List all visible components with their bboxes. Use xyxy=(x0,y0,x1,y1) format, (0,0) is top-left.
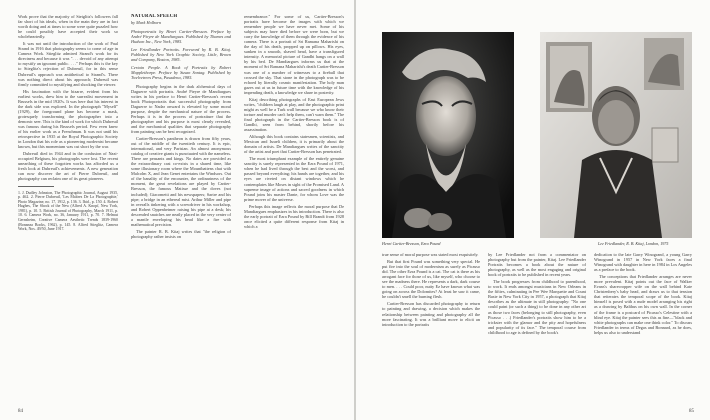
paragraph: Dubreuil died in 1944 and in the confusion of Nazi-occupied Belgium, his photographs were lost. The recent unearthing of these forgotten works has afforded us a fresh look at Dubreuil's achievements. A new generation can now discover the art of Pierre Dubreuil, and photography can reclaim one of its great pioneers. xyxy=(18,151,118,182)
block-quote: The most triumphant example of the entirely genuine sanctity is surely represented in the Ezra Pound of 1971, when he had lived through the best and the worst, and passed beyond everything; his hands are together, and his eyes are riveted on distant windows which he contemplates like Moses in sight of the Promised Land. A supreme image of actions and sacred goodness in which Pound joins his master Dante, for whom Love was the prime mover of the universe. xyxy=(244,156,344,202)
paragraph: But that first Pound was something very special. He put fire into the soul of modernism as surely as Picasso did. The other Ezra Pound is a cat. The cat is there as his arrogant face for those of us, like myself, who choose to see the madness there. He represents a dark, dark course to men. . . . Could poor, nutty Ez have known what was going on across the Dolomites? At least he saw it came, he couldn't smell the burning flesh. xyxy=(382,259,480,300)
book-entry: Photoportraits by Henri Cartier-Bresson. Preface by André Pieyre de Mandiargues. Published by Thames and Hudson Inc., New York, 1985. xyxy=(131,29,231,45)
left-column-3 xyxy=(244,14,344,410)
paragraph: Kitaj describing photographs of East European Jews writes, "children laugh at play, and the photographic print might as well be a Turk wall because we who know their torture and murder can't help them, can't warn them." The final photograph in the Cartier-Bresson book is of Gandhi, seen from behind, shortly before his assassination. xyxy=(244,96,344,133)
left-column-1 xyxy=(18,14,118,410)
photo-caption: Henri Cartier-Bresson, Ezra Pound xyxy=(382,241,441,246)
left-column-2 xyxy=(131,14,231,410)
right-column-2 xyxy=(488,252,586,410)
paragraph: true sense of moral purpose was stated most exquisitely. xyxy=(382,252,479,257)
right-page xyxy=(356,0,710,420)
page-number: 84 xyxy=(18,409,23,414)
paragraph: It was not until the introduction of the work of Paul Strand in 1916 that photography seems to come of age in Camera Work. Stieglitz admired Strand's work for its directness and because it was ". . . devoid of any attempt to mystify an ignorant public. . . ." Perhaps this is the key to Stieglitz's rejection of Dubreuil, for in this sense Dubreuil's approach was antithetical to Strand's. There was nothing direct about his approach; Dubreuil was firmly committed to mystifying and shocking the viewer. xyxy=(18,41,118,87)
right-column-1 xyxy=(382,252,480,410)
paragraph: remembrance." For some of us, Cartier-Bresson's portraits have become the images with which we remember people we have never met. Some of his subjects may have died before we were born, but we carry the knowledge of them through the evidence of his camera. There is a portrait of Sri Ramana Maharishi on the day of his death, propped up on pillows. His eyes, sunken in a smooth, shaved head, have a transfigured intensity. A memorial picture of Gandhi hangs on a wall by his bed. De Mandiargues informs us that at the moment of Sri Ramana Maharishi's death Cartier-Bresson was one of a number of witnesses to a fireball that crossed the sky. That stone in the photograph was to be echoed by literally cosmic manifestation. The holy man gazes out at us in future time with the knowledge of his impending death, a knowledge we share in posterity. xyxy=(244,14,344,95)
paragraph: His fascination with the bizarre, evident from his earliest works, drew him to the surrealist movement in Brussels in the mid 1920's. It was here that his interest in the dark side was explored. In the photograph "Myself" (1929), the foreground plane has become a mask, grotesquely transforming the photographer into a demonic seer. This is the kind of work for which Dubreuil was famous during his Brussels period. Few even knew of his earlier work as a Frenchman. It was not until his retrospective in 1935 at the Royal Photographic Society in London that his role as a pioneering modernist became known, but this momentum was cut short by the war. xyxy=(18,88,118,150)
paragraph: The book progresses from childhood to parenthood, to work. It ends amongst musicians in New Orleans in the fifties, culminating in Pee Wee Marquette and Count Basie in New York City in 1957, a photograph that Kitaj describes as the ultimate in still photography: "No one could paint (or such a thing) to be done in any other art as those two faces (belonging to still photography, even Picasso . . .) Friedlander's portraits show him to be a trickster with the glamor and the pity and hopefulness and popularity of its face." The temporal course from childhood to age is defined by the book's xyxy=(488,279,586,335)
portrait-image-2 xyxy=(540,32,692,238)
paragraph: Perhaps this image reflects the moral purpose that De Mandiargues emphasizes in his introduction. There is also the early portrait of Ezra Pound by Bill Brandt from 1928 once elicited a quite different response from Kitaj in which a xyxy=(244,203,344,229)
portrait-image-1 xyxy=(382,32,514,238)
ezra-pound-photograph xyxy=(382,32,514,238)
paragraph: Cartier-Bresson's pantheon is drawn from fifty years, out of the middle of the twentieth century. It is epic, international, and very Parisian. An almost anonymous catalog of creative giants is punctuated with the nameless. There are peasants and kings. No dates are provided as the extraordinary cast co-exists in a shared time, like some illusionary room where the Mountbattens chat with Malcolm X, and Jean Genet entertains the Windsors. Out of the banality of the encounter, the ordinariness of the moment, the great revelations are played by Cartier-Bresson, the famous Matisse and the doves (not included); Giacometti and his newspapers; Sartre and his pipe; a bridge in an ethereal mist. Arthur Miller and pipe in overalls tinkering with a screwdriver in his workshop, and Robert Oppenheimer raising his pipe at a desk; his descended snatches are neatly placed in the very center of a mantle enveloping his head like a fire with mathematical precision. xyxy=(131,135,231,227)
footnotes: 1. J. Dudley Johnston, The Photographic Journal, August 1935, p. 462. 2. Pierre Dubreuil, 'Les Maîtres De La Photographie,' Photo Magazine, no. 17, 1912, p. 136. 3. Ibid., p. 150. 4. Robert Hughes, The Shock of the New (Alfred A. Knopf, New York, 1981), p. 10. 5. British Journal of Photography, March 1911, p. 10. 6. Camera Work, no. 36, January 1911, p. 70. 7. Helmut Gernsheim, Creative Camera Aesthetic Trends 1839-1960 (Bonanza Books, 1962), p. 145. 8. Alfred Stieglitz, Camera Work, Nos. 49/50, June 1917. xyxy=(18,190,118,232)
kitaj-photograph xyxy=(540,32,692,238)
book-entry: Lee Friedlander Portraits. Foreword by R. B. Kitaj. Published by New York Graphic Society, Little, Brown and Company, Boston, 1985. xyxy=(131,47,231,63)
photo-caption: Lee Friedlander, R. B. Kitaj, London, 1975 xyxy=(598,241,669,246)
paragraph: Although this book contains statesmen, scientists, and Mexican and Israeli children, it is primarily about the domain of artists. De Mandiargues writes of the sanctity of the artist and poet that Cartier-Bresson has penetrated. xyxy=(244,134,344,155)
paragraph: dedication to the late Garry Winogrand, a young Garry Winogrand in 1957 in New York faces a final Winogrand with daughter in here in 1984 in Los Angeles as a preface to the book. xyxy=(594,252,692,273)
section-title: NATURAL SPEECH xyxy=(131,14,178,19)
left-page xyxy=(0,0,354,420)
paragraph: The conceptions that Friedlander arranges are never more prevalent. Kitaj points out the face of Walker Evans's sharecropper wife on the wall behind Kate Christenbery's baby head, and draws us to that tension that reiterates the temporal scope of the book. Kitaj himself is posed with a nude model arranging his right as a drawing by Balthus on his own wall. In the corner of the frame is a postcard of Picasso's Celestine with a blind eye. Kitaj the painter sees this as fine—"black and white photographs can make one think color." To discuss Friedlander in terms of Degas and Bonnard, as he does, helps us also to understand xyxy=(594,274,692,335)
byline: by Mark Holborn xyxy=(131,20,162,26)
paragraph: Photography begins in the dark alchemical days of Daguerre with portraits. André Pieyre de Mandiargues writes in his preface to Henri Cartier-Bresson's recent book Photoportraits that successful photography from Daguerre to Nadar onward is elevated by some moral purpose, despite the mechanical nature of the process. Perhaps it is in the process of portraiture that the photographer and his purpose is most clearly revealed, and the mechanical qualities that separate photography from painting can be best recognized. xyxy=(131,83,231,134)
paragraph: Cartier-Bresson has discarded photography to return to painting and drawing, a decision which makes the relationship between painting and photography all the more fascinating. It was a brilliant move to elicit an introduction to the portraits xyxy=(382,301,480,327)
book-entry: Certain People. A Book of Portraits by Robert Mapplethorpe. Preface by Susan Sontag. Published by Twelvetrees Press, Pasadena, 1985. xyxy=(131,65,231,81)
page-number: 85 xyxy=(689,409,694,414)
right-column-3 xyxy=(594,252,692,410)
paragraph: Work prove that the majority of Steiglitz's followers fall far short of his ideals, when in the main they are in fact worth doing and at times to some were quite puzzled how he could possibly have accepted their work so wholeheartedly. xyxy=(18,14,118,40)
notes-divider xyxy=(18,186,54,187)
paragraph: The painter R. B. Kitaj writes that "the religion of photography rather insists on xyxy=(131,228,231,239)
paragraph: by Lee Friedlander not from a commentator on photography but from the painter, Kitaj. Lee Friedlander Portraits becomes a book about the nature of photography, as well as the most engaging and original book of portraits to be published in recent years. xyxy=(488,252,586,278)
